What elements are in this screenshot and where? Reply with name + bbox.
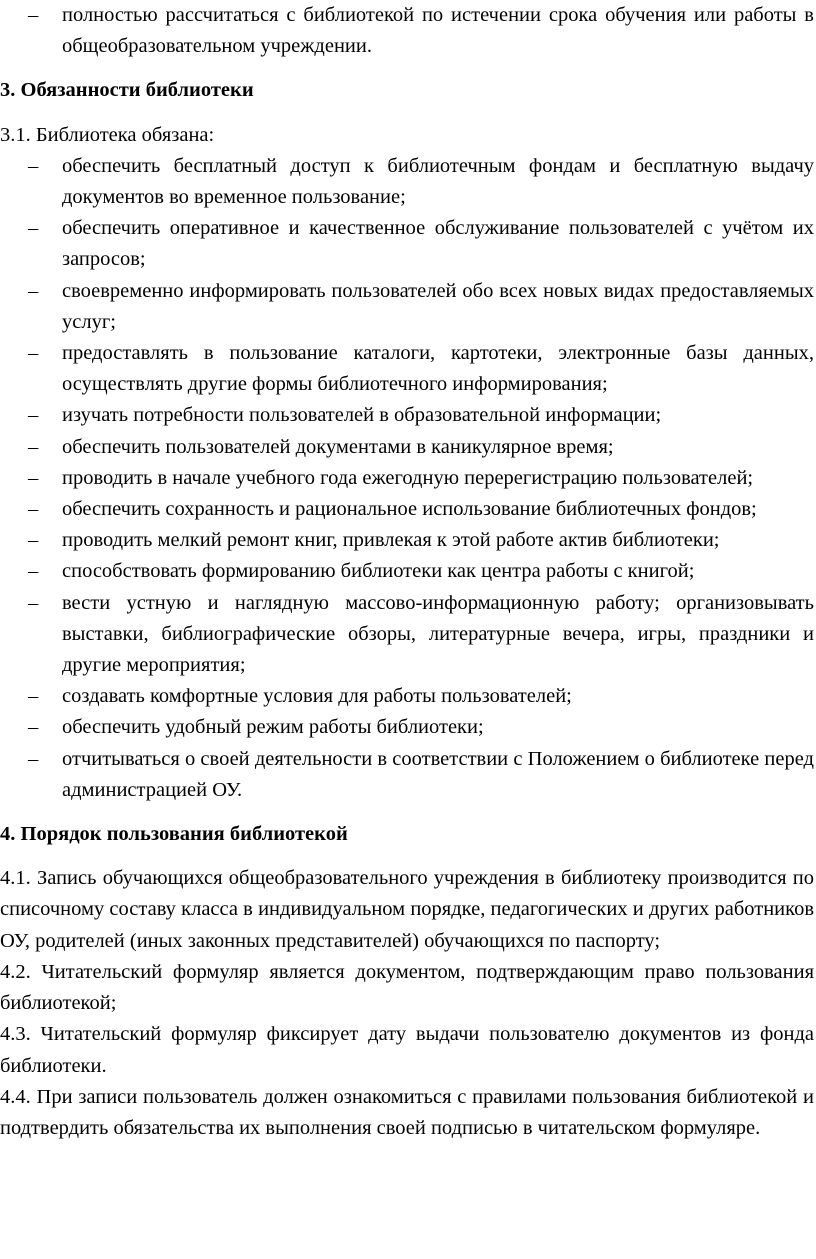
dash-bullet: – <box>28 4 39 26</box>
list-item-text: обеспечить удобный режим работы библиотеки; <box>62 716 484 739</box>
dash-bullet: – <box>28 591 39 614</box>
usage-rules <box>0 863 814 1144</box>
paragraph: 4.1. Запись обучающихся общеобразовательного учреждения в библиотеку производится по списочному составу класса в индивидуальном порядке, педагогических и других работников ОУ, родителей (иных законных представителей) обучающихся по паспорту; <box>0 867 814 952</box>
paragraph: 4.2. Читательский формуляр является документом, подтверждающим право пользования библиотекой; <box>0 960 814 1015</box>
dash-bullet: – <box>28 154 39 177</box>
dash-bullet: – <box>28 529 39 552</box>
section-heading: 3. Обязанности библиотеки <box>0 79 254 102</box>
section-intro: 3.1. Библиотека обязана: <box>0 123 215 146</box>
list-item <box>0 432 814 463</box>
list-item-text: предоставлять в пользование каталоги, картотеки, электронные базы данных, осуществлять другие формы библиотечного информирования; <box>62 342 814 396</box>
list-item <box>0 681 814 712</box>
list-item-text: проводить мелкий ремонт книг, привлекая к этой работе актив библиотеки; <box>62 529 720 552</box>
duties-list <box>0 151 814 806</box>
list-item-text: изучать потребности пользователей в образовательной информации; <box>62 404 662 427</box>
dash-bullet: – <box>28 466 39 489</box>
list-item-text: обеспечить бесплатный доступ к библиотечным фондам и бесплатную выдачу документов во временное пользование; <box>62 154 814 209</box>
dash-bullet: – <box>28 217 39 240</box>
list-item-text: отчитываться о своей деятельности в соответствии с Положением о библиотеке перед администрацией ОУ. <box>62 747 814 801</box>
list-item <box>0 556 814 587</box>
dash-bullet: – <box>28 747 39 770</box>
list-item <box>0 744 814 806</box>
list-item <box>0 0 814 62</box>
list-item <box>0 213 814 275</box>
list-item-text: обеспечить сохранность и рациональное использование библиотечных фондов; <box>62 498 757 521</box>
list-item <box>0 494 814 525</box>
list-item-text: обеспечить пользователей документами в каникулярное время; <box>62 435 614 458</box>
list-item <box>0 588 814 682</box>
dash-bullet: – <box>28 716 39 739</box>
list-item <box>0 276 814 338</box>
paragraph: 4.3. Читательский формуляр фиксирует дату выдачи пользователю документов из фонда библиотеки. <box>0 1023 814 1077</box>
list-item <box>0 712 814 743</box>
dash-bullet: – <box>28 560 39 583</box>
list-item <box>0 338 814 400</box>
list-item-text: создавать комфортные условия для работы пользователей; <box>62 685 572 708</box>
paragraph: 4.4. При записи пользователь должен ознакомиться с правилами пользования библиотекой и подтвердить обязательства их выполнения своей подписью в читательском формуляре. <box>0 1085 814 1139</box>
dash-bullet: – <box>28 342 39 365</box>
list-item <box>0 525 814 556</box>
dash-bullet: – <box>28 498 39 521</box>
list-item <box>0 400 814 431</box>
dash-bullet: – <box>28 435 39 458</box>
dash-bullet: – <box>28 279 39 302</box>
list-item-text: обеспечить оперативное и качественное обслуживание пользователей с учётом их запросов; <box>62 217 814 271</box>
list-item-text: своевременно информировать пользователей обо всех новых видах предоставляемых услуг; <box>62 279 814 333</box>
section-heading: 4. Порядок пользования библиотекой <box>0 823 348 846</box>
list-item-text: проводить в начале учебного года ежегодную перерегистрацию пользователей; <box>62 466 754 489</box>
list-item <box>0 151 814 213</box>
list-item-text: вести устную и наглядную массово-информационную работу; организовывать выставки, библиографические обзоры, литературные вечера, игры, праздники и другие мероприятия; <box>62 591 814 677</box>
list-item-text: способствовать формированию библиотеки как центра работы с книгой; <box>62 560 695 583</box>
list-item-text: полностью рассчитаться с библиотекой по истечении срока обучения или работы в общеобразовательном учреждении. <box>62 4 814 58</box>
dash-bullet: – <box>28 685 39 708</box>
list-item <box>0 463 814 494</box>
dash-bullet: – <box>28 404 39 427</box>
